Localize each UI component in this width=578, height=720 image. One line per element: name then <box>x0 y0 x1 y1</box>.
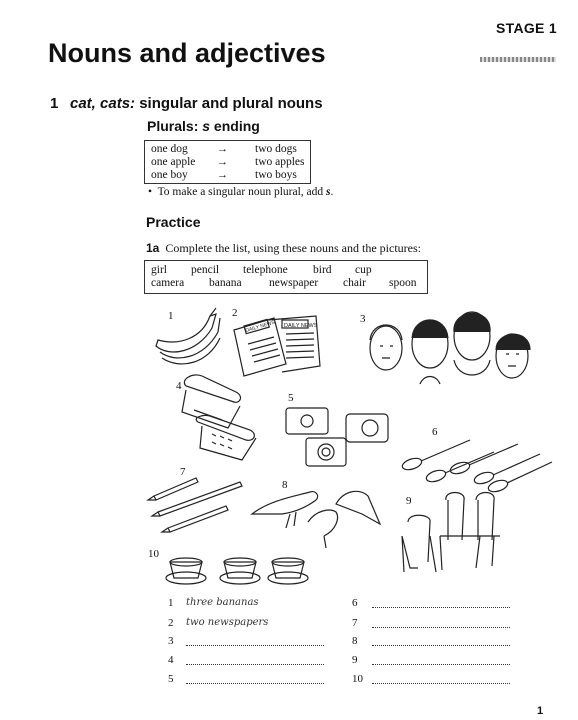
answer-number: 8 <box>352 635 358 647</box>
plurals-example-box <box>144 140 311 184</box>
subheading <box>147 118 260 134</box>
answer-number: 2 <box>168 617 174 629</box>
picture-number: 5 <box>288 392 294 404</box>
picture-number: 4 <box>176 380 182 392</box>
stage-label: STAGE 1 <box>496 20 557 36</box>
section-title-rest: singular and plural nouns <box>135 95 323 112</box>
answer-field[interactable] <box>186 663 324 665</box>
cup-icon <box>166 558 308 584</box>
picture-number: 10 <box>148 548 159 560</box>
rule-sentence: To make a singular noun plural, add <box>157 186 327 198</box>
header-decoration-bar <box>480 57 556 62</box>
answer-field[interactable] <box>186 644 324 646</box>
answer-field[interactable] <box>372 682 510 684</box>
subheading-suffix: ending <box>210 118 260 134</box>
singular-word: one apple <box>151 156 196 168</box>
picture-number: 3 <box>360 313 366 325</box>
telephone-icon <box>182 375 256 460</box>
word-box-item: telephone <box>243 264 288 276</box>
answer-field[interactable] <box>186 682 324 684</box>
rule-text <box>148 186 333 198</box>
word-box <box>144 260 428 294</box>
answer-field[interactable]: two newspapers <box>186 617 269 628</box>
rule-letter: s <box>326 186 331 198</box>
word-box-item: camera <box>151 277 185 289</box>
subheading-prefix: Plurals: <box>147 118 203 134</box>
answer-field[interactable] <box>372 663 510 665</box>
arrow-icon: → <box>217 156 228 168</box>
practice-heading: Practice <box>146 214 201 230</box>
newspaper-masthead: DAILY NEWS <box>284 323 318 329</box>
picture-number: 7 <box>180 466 186 478</box>
page-title: Nouns and adjectives <box>48 38 326 68</box>
answer-number: 7 <box>352 617 358 629</box>
spoon-icon <box>401 440 552 494</box>
plural-word: two apples <box>255 156 305 168</box>
word-box-item: spoon <box>389 277 417 289</box>
illustrations <box>140 300 560 600</box>
answer-field[interactable]: three bananas <box>186 597 259 608</box>
bullet-icon: • <box>148 186 153 198</box>
singular-word: one dog <box>151 143 188 155</box>
answer-field[interactable] <box>372 644 510 646</box>
picture-number: 8 <box>282 479 288 491</box>
arrow-icon: → <box>217 143 228 155</box>
bananas-icon <box>156 308 220 364</box>
exercise-instruction <box>146 241 421 256</box>
picture-number: 9 <box>406 495 412 507</box>
newspaper-icon <box>234 316 320 376</box>
word-box-item: cup <box>355 264 372 276</box>
example-row <box>151 169 188 182</box>
word-box-item: pencil <box>191 264 220 276</box>
answer-number: 9 <box>352 654 358 666</box>
answer-number: 3 <box>168 635 174 647</box>
instruction-text: Complete the list, using these nouns and the pictures: <box>165 241 421 255</box>
picture-number: 6 <box>432 426 438 438</box>
arrow-icon: → <box>217 169 228 181</box>
singular-word: one boy <box>151 169 188 181</box>
section-number: 1 <box>50 95 59 112</box>
picture-number: 2 <box>232 307 238 319</box>
plural-word: two dogs <box>255 143 297 155</box>
example-row <box>151 143 188 156</box>
pencil-icon <box>148 478 242 532</box>
answer-number: 4 <box>168 654 174 666</box>
rule-period: . <box>330 186 334 198</box>
exercise-label: 1a <box>146 241 160 255</box>
subheading-italic: s <box>202 118 211 134</box>
answer-number: 10 <box>352 673 363 685</box>
word-box-item: newspaper <box>269 277 319 289</box>
camera-icon <box>286 408 388 466</box>
plural-word: two boys <box>255 169 297 181</box>
answer-number: 1 <box>168 597 174 609</box>
example-row <box>151 156 195 169</box>
word-box-item: banana <box>209 277 242 289</box>
picture-number: 1 <box>168 310 174 322</box>
section-title <box>70 95 323 112</box>
answer-number: 6 <box>352 597 358 609</box>
chair-icon <box>402 493 500 573</box>
bird-icon <box>252 491 380 548</box>
answer-field[interactable] <box>372 606 510 608</box>
word-box-item: chair <box>343 277 366 289</box>
page-number: 1 <box>537 705 544 717</box>
word-box-item: bird <box>313 264 332 276</box>
girls-icon <box>370 312 530 384</box>
newspaper-masthead: DAILY NEWS <box>244 319 276 334</box>
section-title-italic: cat, cats: <box>70 95 136 112</box>
word-box-item: girl <box>151 264 167 276</box>
answer-field[interactable] <box>372 626 510 628</box>
answer-number: 5 <box>168 673 174 685</box>
